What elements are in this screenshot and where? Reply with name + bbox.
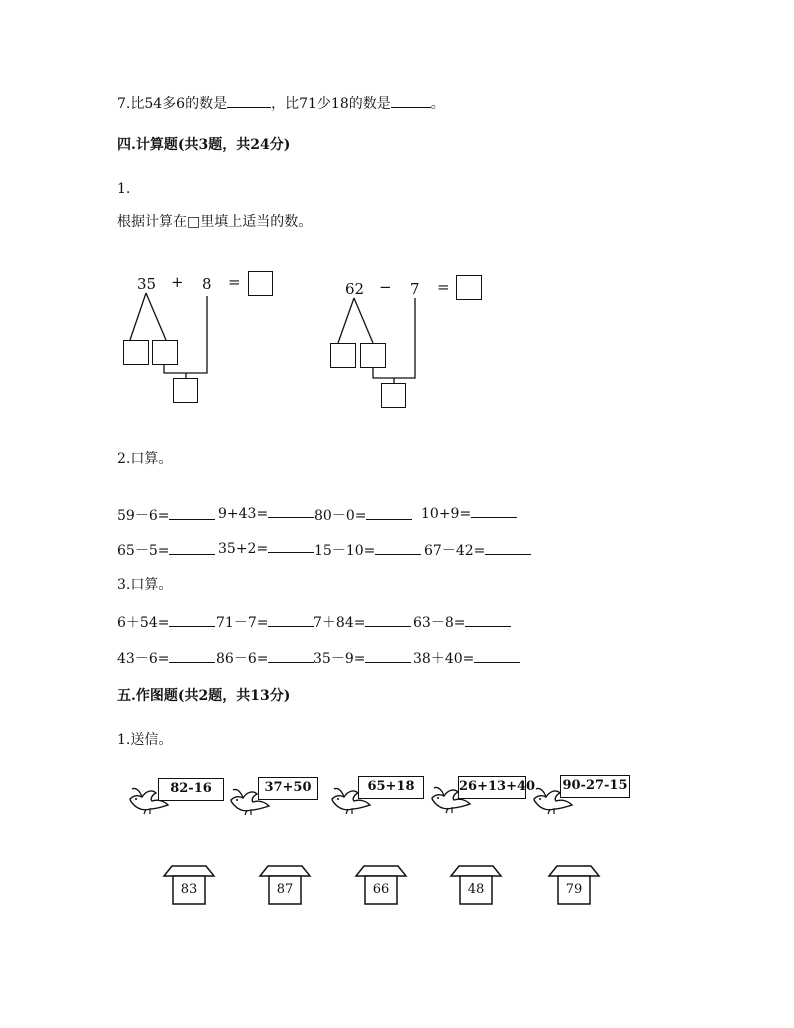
expression: 38＋40= (413, 651, 475, 667)
expression: 7＋84= (313, 615, 366, 631)
diagram-a-number-2: 8 (202, 275, 212, 293)
q7-text-b: ，比71少18的数是 (271, 96, 391, 112)
expression: 10+9= (421, 506, 472, 522)
expression: 63－8= (413, 615, 466, 631)
expression: 43－6= (117, 651, 170, 667)
expression: 35+2= (218, 541, 269, 557)
expression: 67－42= (424, 543, 486, 559)
diagram-b-operator: − (379, 278, 392, 296)
q7-text-a: 7.比54多6的数是 (117, 96, 228, 112)
house-number[interactable]: 66 (372, 882, 390, 897)
expression: 65－5= (117, 543, 170, 559)
expression: 86－6= (216, 651, 269, 667)
house-number[interactable]: 79 (565, 882, 583, 897)
expression: 15－10= (314, 543, 376, 559)
diagram-b-equals: = (437, 278, 450, 296)
letter-envelope[interactable]: 90-27-15 (560, 775, 630, 798)
diagram-a-number-1: 35 (137, 275, 157, 293)
diagram-b-number-2: 7 (410, 280, 420, 298)
draw1-title: 1.送信。 (117, 732, 173, 748)
expression: 71－7= (216, 615, 269, 631)
q7-text-c: 。 (430, 96, 445, 112)
expression: 9+43= (218, 506, 269, 522)
diagram-a-equals: = (228, 273, 241, 291)
calc1-number: 1. (117, 181, 131, 197)
calc2-title: 2.口算。 (117, 451, 173, 467)
calc1-instruction: 根据计算在□里填上适当的数。 (117, 214, 313, 230)
section-4-title: 四.计算题(共3题，共24分) (117, 137, 291, 153)
expression: 80－0= (314, 508, 367, 524)
house-number[interactable]: 83 (180, 882, 198, 897)
section-5-title: 五.作图题(共2题，共13分) (117, 688, 291, 704)
letter-envelope[interactable]: 37+50 (258, 777, 318, 800)
expression: 35－9= (313, 651, 366, 667)
calc3-title: 3.口算。 (117, 577, 173, 593)
house-number[interactable]: 48 (467, 882, 485, 897)
diagram-a-operator: + (171, 273, 184, 291)
diagram-b-number-1: 62 (345, 280, 365, 298)
expression: 6＋54= (117, 615, 170, 631)
house-number[interactable]: 87 (276, 882, 294, 897)
letter-envelope[interactable]: 65+18 (358, 776, 424, 799)
expression: 59－6= (117, 508, 170, 524)
letter-envelope[interactable]: 82-16 (158, 778, 224, 801)
letter-envelope[interactable]: 26+13+40 (458, 776, 526, 799)
